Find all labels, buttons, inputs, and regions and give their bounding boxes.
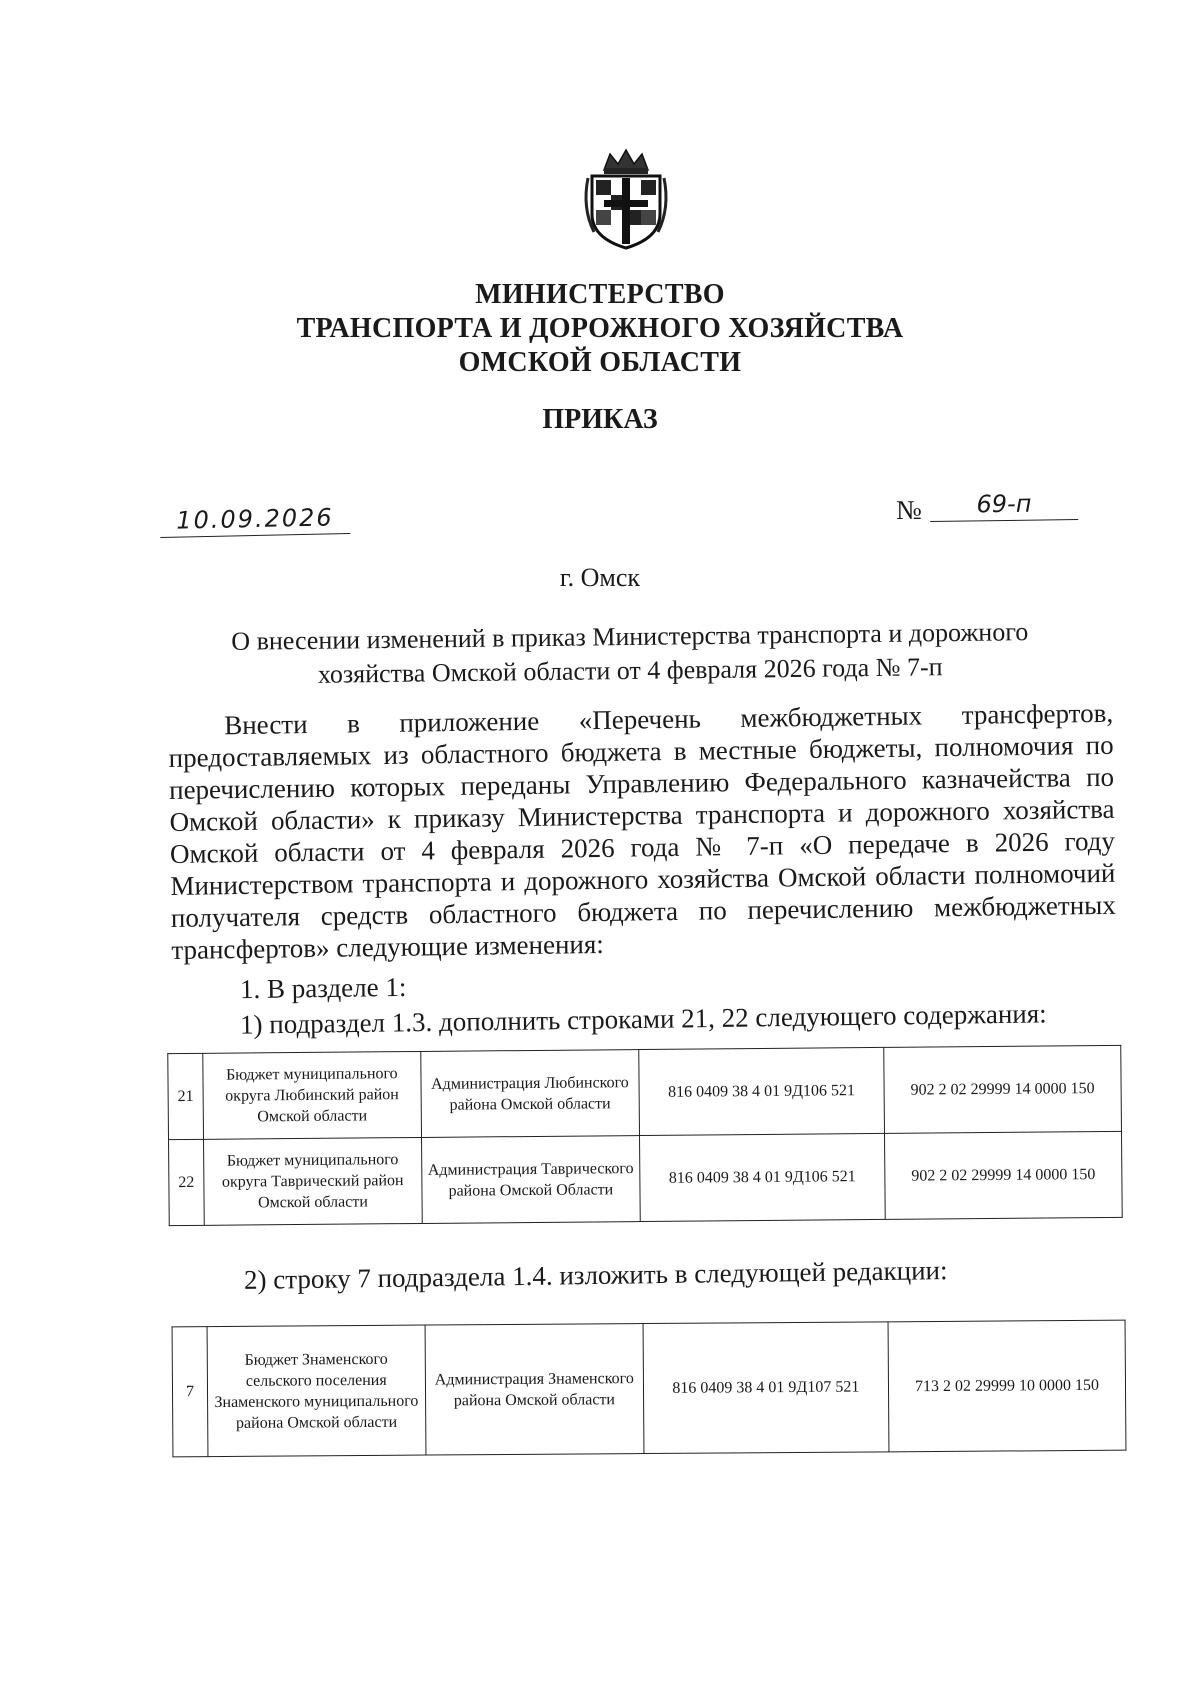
budget-name: Бюджет муниципального округа Таврический район Омской области	[203, 1137, 422, 1225]
budget-name: Бюджет муниципального округа Любинский район Омской области	[203, 1051, 422, 1139]
revenue-code: 902 2 02 29999 14 0000 150	[884, 1045, 1122, 1133]
administrator-name: Администрация Любинского района Омской области	[421, 1050, 640, 1138]
number-sign: №	[896, 495, 922, 525]
administrator-name: Администрация Знаменского района Омской области	[425, 1324, 644, 1456]
revenue-code: 902 2 02 29999 14 0000 150	[884, 1131, 1122, 1219]
ministry-header	[0, 278, 1200, 380]
document-type: ПРИКАЗ	[542, 404, 658, 435]
order-subject: О внесении изменений в приказ Министерства транспорта и дорожного хозяйства Омской области от 4 февраля 2026 года № 7-п	[231, 617, 1029, 689]
ministry-title-line1: МИНИСТЕРСТВО	[475, 279, 725, 310]
table-subsection-1-4	[172, 1320, 1127, 1458]
ministry-title-line2: ТРАНСПОРТА И ДОРОЖНОГО ХОЗЯЙСТВА	[296, 313, 904, 344]
row-number: 7	[172, 1327, 208, 1457]
order-date: 10.09.2026	[160, 503, 351, 538]
omsk-coat-of-arms-icon	[580, 148, 672, 252]
expense-code: 816 0409 38 4 01 9Д107 521	[643, 1322, 889, 1454]
budget-name: Бюджет Знаменского сельского поселения Знаменского муниципального района Омской области	[207, 1325, 426, 1457]
row-number: 21	[168, 1053, 204, 1139]
city: г. Омск	[559, 563, 641, 592]
order-body: Внести в приложение «Перечень межбюджетных трансфертов, предоставляемых из областного бюджета в местные бюджеты, полномочия по перечислению которых переданы Управлению Федерального казначейства по Омской области» к приказу Министерства транспорта и дорожного хозяйства Омской области от 4 февраля 2026 года № 7-п «О передаче в 2026 году Министерством транспорта и дорожного хозяйства Омской области полномочий получателя средств областного бюджета по перечислению межбюджетных трансфертов» следующие изменения:	[168, 697, 1117, 965]
revenue-code: 713 2 02 29999 10 0000 150	[888, 1320, 1126, 1452]
expense-code: 816 0409 38 4 01 9Д106 521	[639, 1047, 885, 1135]
order-number: 69-п	[930, 489, 1078, 522]
item-subsection-1-3: 1) подраздел 1.3. дополнить строками 21, 22 следующего содержания:	[239, 998, 1047, 1040]
administrator-name: Администрация Таврического района Омской Области	[421, 1136, 640, 1224]
item-subsection-1-4: 2) строку 7 подраздела 1.4. изложить в следующей редакции:	[243, 1255, 948, 1295]
row-number: 22	[169, 1139, 205, 1225]
ministry-title-line3: ОМСКОЙ ОБЛАСТИ	[458, 347, 742, 378]
table-subsection-1-3	[167, 1045, 1122, 1226]
item-section-1: 1. В разделе 1:	[239, 971, 407, 1005]
expense-code: 816 0409 38 4 01 9Д106 521	[639, 1133, 885, 1221]
table-row	[168, 1045, 1122, 1139]
coat-of-arms	[580, 148, 672, 252]
table-row	[169, 1131, 1123, 1225]
table-row	[172, 1320, 1126, 1457]
